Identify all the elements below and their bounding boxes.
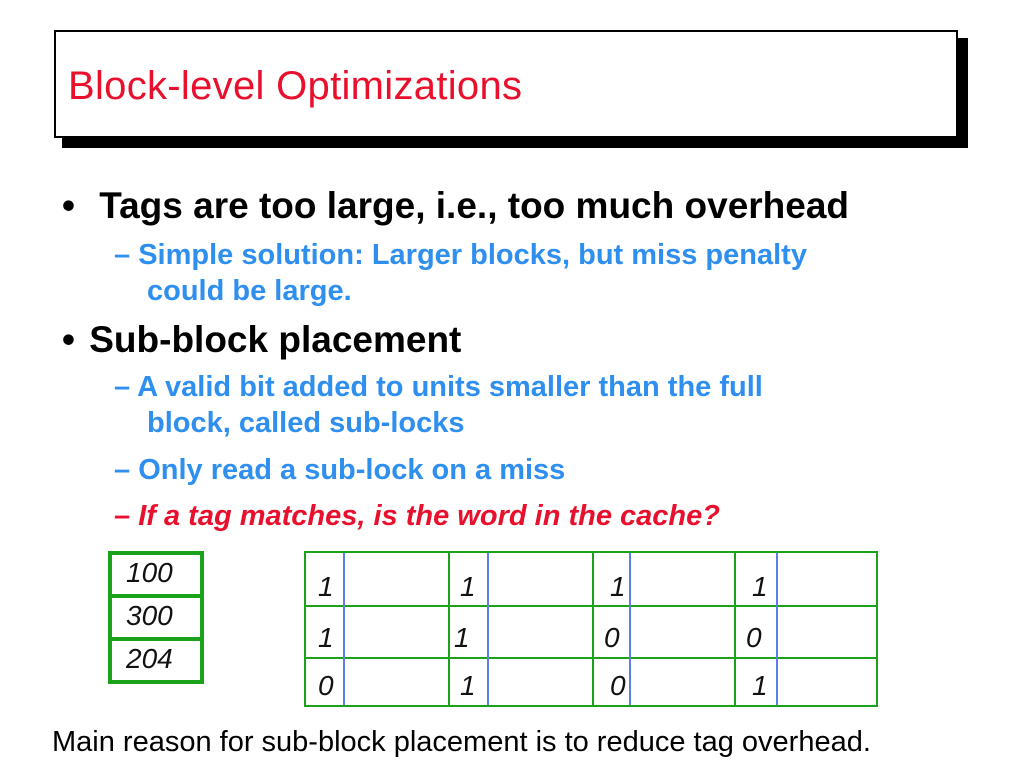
valid-bit-divider bbox=[343, 553, 345, 705]
valid-bit-divider bbox=[776, 553, 778, 705]
valid-bit: 0 bbox=[746, 622, 762, 653]
tag-cell: 100 bbox=[108, 551, 204, 598]
bullet-1-marker: • bbox=[62, 185, 75, 226]
valid-bit: 1 bbox=[454, 622, 470, 653]
sub-block-divider bbox=[448, 553, 450, 705]
valid-bit-divider bbox=[629, 553, 631, 705]
sub-line-1: If a tag matches, is the word in the cache? bbox=[138, 500, 720, 532]
sub-line-1: A valid bit added to units smaller than the full bbox=[137, 371, 763, 403]
valid-bit: 0 bbox=[318, 670, 334, 701]
valid-bit: 1 bbox=[752, 571, 768, 602]
valid-bit: 1 bbox=[318, 622, 334, 653]
bullet-2-sub-2 bbox=[114, 452, 565, 488]
valid-bit: 0 bbox=[610, 670, 626, 701]
valid-bit: 1 bbox=[610, 571, 626, 602]
sub-block-grid bbox=[304, 551, 878, 707]
sub-block-divider bbox=[592, 553, 594, 705]
bullet-2 bbox=[62, 319, 461, 361]
tag-cell: 204 bbox=[108, 637, 204, 684]
sub-block-divider bbox=[734, 553, 736, 705]
footer-note: Main reason for sub-block placement is to reduce tag overhead. bbox=[52, 726, 871, 758]
bullet-2-marker: • bbox=[62, 319, 75, 360]
tag-column bbox=[108, 551, 204, 684]
sub-dash: – bbox=[114, 500, 131, 532]
grid-row-divider bbox=[306, 657, 876, 659]
bullet-1 bbox=[62, 185, 849, 227]
title-box bbox=[54, 30, 958, 138]
valid-bit: 1 bbox=[752, 670, 768, 701]
valid-bit: 1 bbox=[460, 670, 476, 701]
sub-line-2: block, called sub-locks bbox=[147, 407, 465, 439]
sub-line-1: Only read a sub-lock on a miss bbox=[138, 454, 566, 486]
bullet-2-sub-1 bbox=[114, 369, 763, 441]
sub-dash: – bbox=[114, 371, 131, 403]
valid-bit: 1 bbox=[460, 571, 476, 602]
valid-bit: 0 bbox=[604, 622, 620, 653]
slide-title: Block-level Optimizations bbox=[68, 64, 523, 108]
valid-bit: 1 bbox=[318, 571, 334, 602]
sub-line-2: could be large. bbox=[147, 275, 352, 307]
bullet-2-text: Sub-block placement bbox=[89, 319, 462, 360]
sub-dash: – bbox=[114, 239, 131, 271]
tag-cell: 300 bbox=[108, 594, 204, 641]
bullet-2-sub-3 bbox=[114, 498, 720, 534]
sub-dash: – bbox=[114, 454, 131, 486]
sub-line-1: Simple solution: Larger blocks, but miss penalty bbox=[138, 239, 807, 271]
bullet-1-text: Tags are too large, i.e., too much overhead bbox=[99, 185, 850, 226]
bullet-1-sub-1 bbox=[114, 237, 807, 309]
grid-row-divider bbox=[306, 605, 876, 607]
valid-bit-divider bbox=[487, 553, 489, 705]
